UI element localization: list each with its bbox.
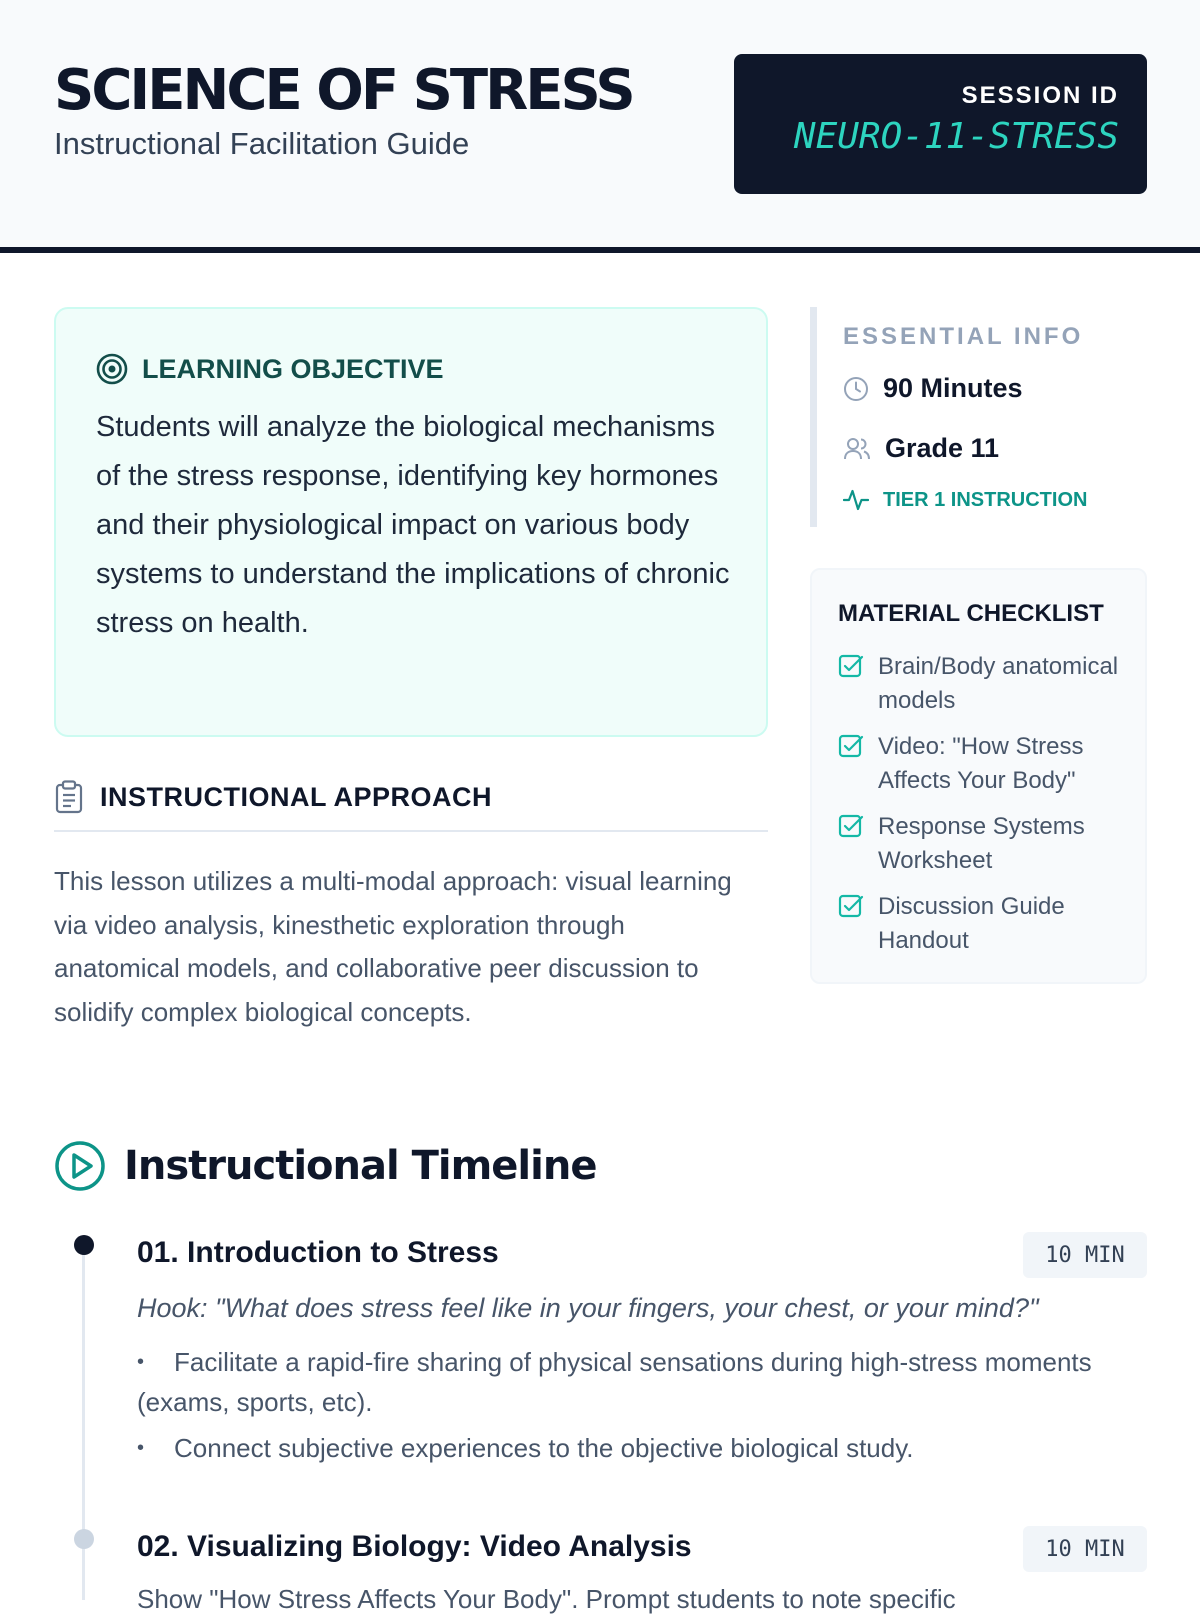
tier-label: TIER 1 INSTRUCTION [883,488,1088,511]
duration-value: 90 Minutes [883,373,1023,403]
grade-row [843,433,999,464]
timeline-step-hook: Hook: "What does stress feel like in your fingers, your chest, or your mind?" [137,1293,1039,1323]
session-id-label: SESSION ID [961,82,1119,109]
section-divider [54,830,768,832]
essential-info-title: ESSENTIAL INFO [843,323,1084,350]
timeline-step-bullets [137,1342,1097,1474]
learning-objective-title: LEARNING OBJECTIVE [142,353,444,384]
clipboard-icon [54,780,84,814]
duration-badge: 10 MIN [1023,1526,1147,1572]
material-checklist [810,568,1147,984]
clock-icon [843,376,869,402]
timeline-marker-active [74,1235,94,1255]
duration-row [843,373,1023,404]
page-subtitle: Instructional Facilitation Guide [54,126,470,161]
play-circle-icon [54,1140,106,1192]
instructional-approach-title: INSTRUCTIONAL APPROACH [100,781,493,812]
checkbox-checked-icon [838,654,864,680]
checklist-item [838,890,1138,958]
users-icon [843,436,871,462]
checklist-item [838,730,1138,798]
list-item: • Facilitate a rapid-fire sharing of physical sensations during high-stress moments (exams, sports, etc). [137,1342,1097,1422]
material-checklist-title: MATERIAL CHECKLIST [838,600,1104,627]
checkbox-checked-icon [838,734,864,760]
session-id-value: NEURO-11-STRESS [793,116,1119,157]
tier-row [843,487,1087,513]
session-id-card [734,54,1147,194]
timeline-step-title: 02. Visualizing Biology: Video Analysis [137,1530,692,1563]
duration-badge: 10 MIN [1023,1232,1147,1278]
list-item: • Connect subjective experiences to the objective biological study. [137,1428,1097,1468]
learning-objective-heading [96,353,444,385]
checklist-item [838,650,1138,718]
checklist-item-text: Brain/Body anatomical models [878,653,1119,714]
page-title: SCIENCE OF STRESS [54,58,633,123]
timeline-step-description: Show "How Stress Affects Your Body". Prompt students to note specific [137,1584,956,1614]
checkbox-checked-icon [838,894,864,920]
target-icon [96,353,128,385]
learning-objective-text: Students will analyze the biological mechanisms of the stress response, identifying key hormones and their physiological impact on various body systems to understand the implications of chronic stress on health. [96,411,730,639]
learning-objective-card [54,307,768,737]
timeline-marker [74,1529,94,1549]
timeline-title: Instructional Timeline [124,1143,597,1189]
checklist-item-text: Response Systems Worksheet [878,813,1085,874]
instructional-approach-heading [54,780,492,814]
essential-info-panel [810,307,1147,527]
grade-value: Grade 11 [885,433,1000,463]
checklist-item-text: Video: "How Stress Affects Your Body" [878,733,1084,794]
timeline-heading [54,1140,596,1192]
page-header [0,0,1200,253]
instructional-approach-text: This lesson utilizes a multi-modal approach: visual learning via video analysis, kinesthetic exploration through anatomical models, and collaborative peer discussion to solidify complex biological concepts. [54,866,732,1027]
checklist-item-text: Discussion Guide Handout [878,893,1065,954]
checkbox-checked-icon [838,814,864,840]
timeline-step-title: 01. Introduction to Stress [137,1236,499,1269]
activity-icon [843,487,869,513]
checklist-item [838,810,1138,878]
